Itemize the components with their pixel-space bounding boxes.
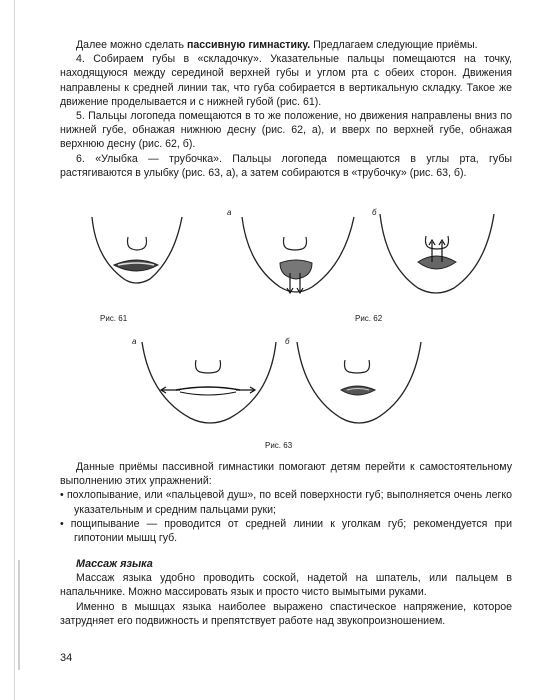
- figure-62a-face-drawing: [240, 215, 360, 305]
- bullet-patting: • похлопывание, или «пальцевой душ», по всей поверхности губ; выполняется очень легко указательным и средним пальцами руки;: [60, 489, 512, 516]
- page-number: 34: [60, 652, 73, 664]
- massage-paragraph-2: Именно в мышцах языка наиболее выражено спастическое напряжение, которое затрудняет его подвижность и препятствует работе над звукопроизношением.: [60, 600, 512, 627]
- bullet-pinching: • пощипывание — проводится от средней линии к уголкам губ; рекомендуется при гипотонии мышц губ.: [60, 517, 512, 545]
- figure-63a-face-drawing: [140, 340, 280, 435]
- exercises-summary-block: [60, 460, 512, 545]
- figure-63-label-b: б: [285, 337, 290, 346]
- section-heading: Массаж языка: [76, 558, 153, 570]
- intro-text-a: Далее можно сделать: [76, 39, 187, 51]
- figure-61-caption: Рис. 61: [100, 314, 128, 323]
- figure-63-label-a: а: [132, 337, 137, 346]
- figure-62b-face-drawing: [378, 212, 498, 307]
- figure-63-caption: Рис. 63: [265, 441, 293, 450]
- intro-paragraph: [60, 38, 512, 52]
- intro-bold-text: пассивную гимнастику.: [186, 39, 311, 51]
- scan-edge-line: [14, 0, 15, 700]
- massage-paragraph-1: Массаж языка удобно проводить соской, надетой на шпатель, или пальцем в напальчнике. Можно массировать язык и просто чисто вымытыми руками.: [60, 572, 512, 599]
- figure-62-caption: Рис. 62: [355, 314, 383, 323]
- item-4-paragraph: 4. Собираем губы в «складочку». Указательные пальцы помещаются на точку, находящуюся между серединой верхней губы и углом рта с обеих сторон. Движения направлены к средней линии так, что губа собирается в вертикальную складку. Такое же движение проделывается и с нижней губой (рис. 61).: [60, 53, 512, 108]
- item-6-paragraph: 6. «Улыбка — трубочка». Пальцы логопеда помещаются в углы рта, губы растягиваются в улыбку (рис. 63, а), а затем собираются в «трубочку» (рис. 63, б).: [60, 152, 512, 179]
- figure-62-label-b: б: [372, 208, 377, 217]
- intro-text-b: Предлагаем следующие приёмы.: [310, 39, 478, 51]
- scan-edge-mark: [18, 560, 20, 670]
- figure-62-label-a: а: [227, 208, 232, 217]
- item-5-paragraph: 5. Пальцы логопеда помещаются в то же положение, но движения направлены вниз по нижней губе, обнажая нижнюю десну (рис. 62, а), и вверх по верхней губе, обнажая верхнюю десну (рис. 62, б).: [60, 110, 512, 151]
- top-text-block: [60, 38, 512, 180]
- figure-61-face-drawing: [90, 215, 190, 295]
- figure-63b-face-drawing: [295, 340, 425, 435]
- tongue-massage-section: [60, 557, 512, 628]
- after-figures-paragraph: Данные приёмы пассивной гимнастики помогают детям перейти к самостоятельному выполнению этих упражнений:: [60, 461, 512, 488]
